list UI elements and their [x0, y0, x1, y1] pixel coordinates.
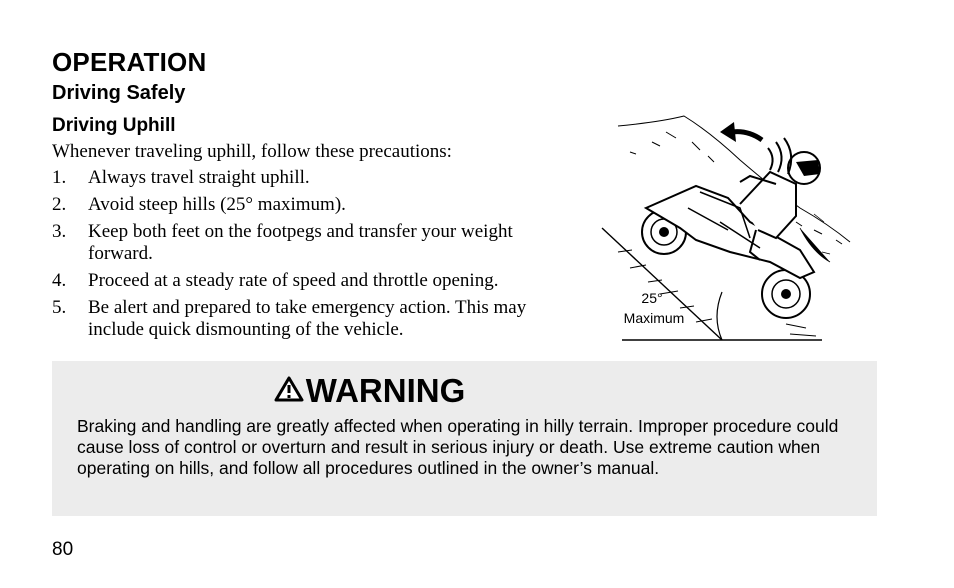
list-item: [52, 167, 582, 189]
list-item: [52, 297, 582, 341]
subsection-title: Driving Safely: [52, 82, 186, 104]
topic-heading: Driving Uphill: [52, 115, 176, 136]
page-number: 80: [52, 539, 74, 560]
list-item-text: Always travel straight uphill.: [88, 167, 310, 188]
list-item-number: 2.: [52, 194, 67, 215]
list-item-text: Keep both feet on the footpegs and transfer your weight forward.: [88, 221, 513, 264]
list-item-text: Avoid steep hills (25° maximum).: [88, 194, 346, 215]
warning-box: [52, 361, 877, 516]
section-title: OPERATION: [52, 47, 207, 77]
list-item-number: 4.: [52, 270, 67, 291]
list-item-text: Proceed at a steady rate of speed and throttle opening.: [88, 270, 499, 291]
list-item-number: 5.: [52, 297, 67, 318]
warning-title: [52, 372, 687, 412]
list-item: [52, 194, 582, 216]
warning-triangle-icon: [274, 372, 304, 410]
intro-text: Whenever traveling uphill, follow these precautions:: [52, 141, 452, 162]
forward-arrow-icon: [732, 132, 762, 140]
precaution-list: [52, 167, 582, 346]
warning-text: Braking and handling are greatly affected when operating in hilly terrain. Improper procedure could cause loss of control or overturn and result in serious injury or death. Use extreme caution when operating on hills, and follow all procedures outlined in the owner’s manual.: [77, 416, 839, 478]
warning-title-text: WARNING: [305, 372, 466, 409]
list-item: [52, 221, 582, 265]
list-item-text: Be alert and prepared to take emergency action. This may include quick dismounting of the vehicle.: [88, 297, 527, 340]
list-item-number: 3.: [52, 221, 67, 242]
angle-caption: Maximum: [623, 310, 685, 326]
angle-label: 25°: [641, 290, 663, 306]
atv-uphill-figure: [600, 112, 854, 344]
list-item: [52, 270, 582, 292]
atv-uphill-illustration: [600, 112, 854, 344]
list-item-number: 1.: [52, 167, 67, 188]
